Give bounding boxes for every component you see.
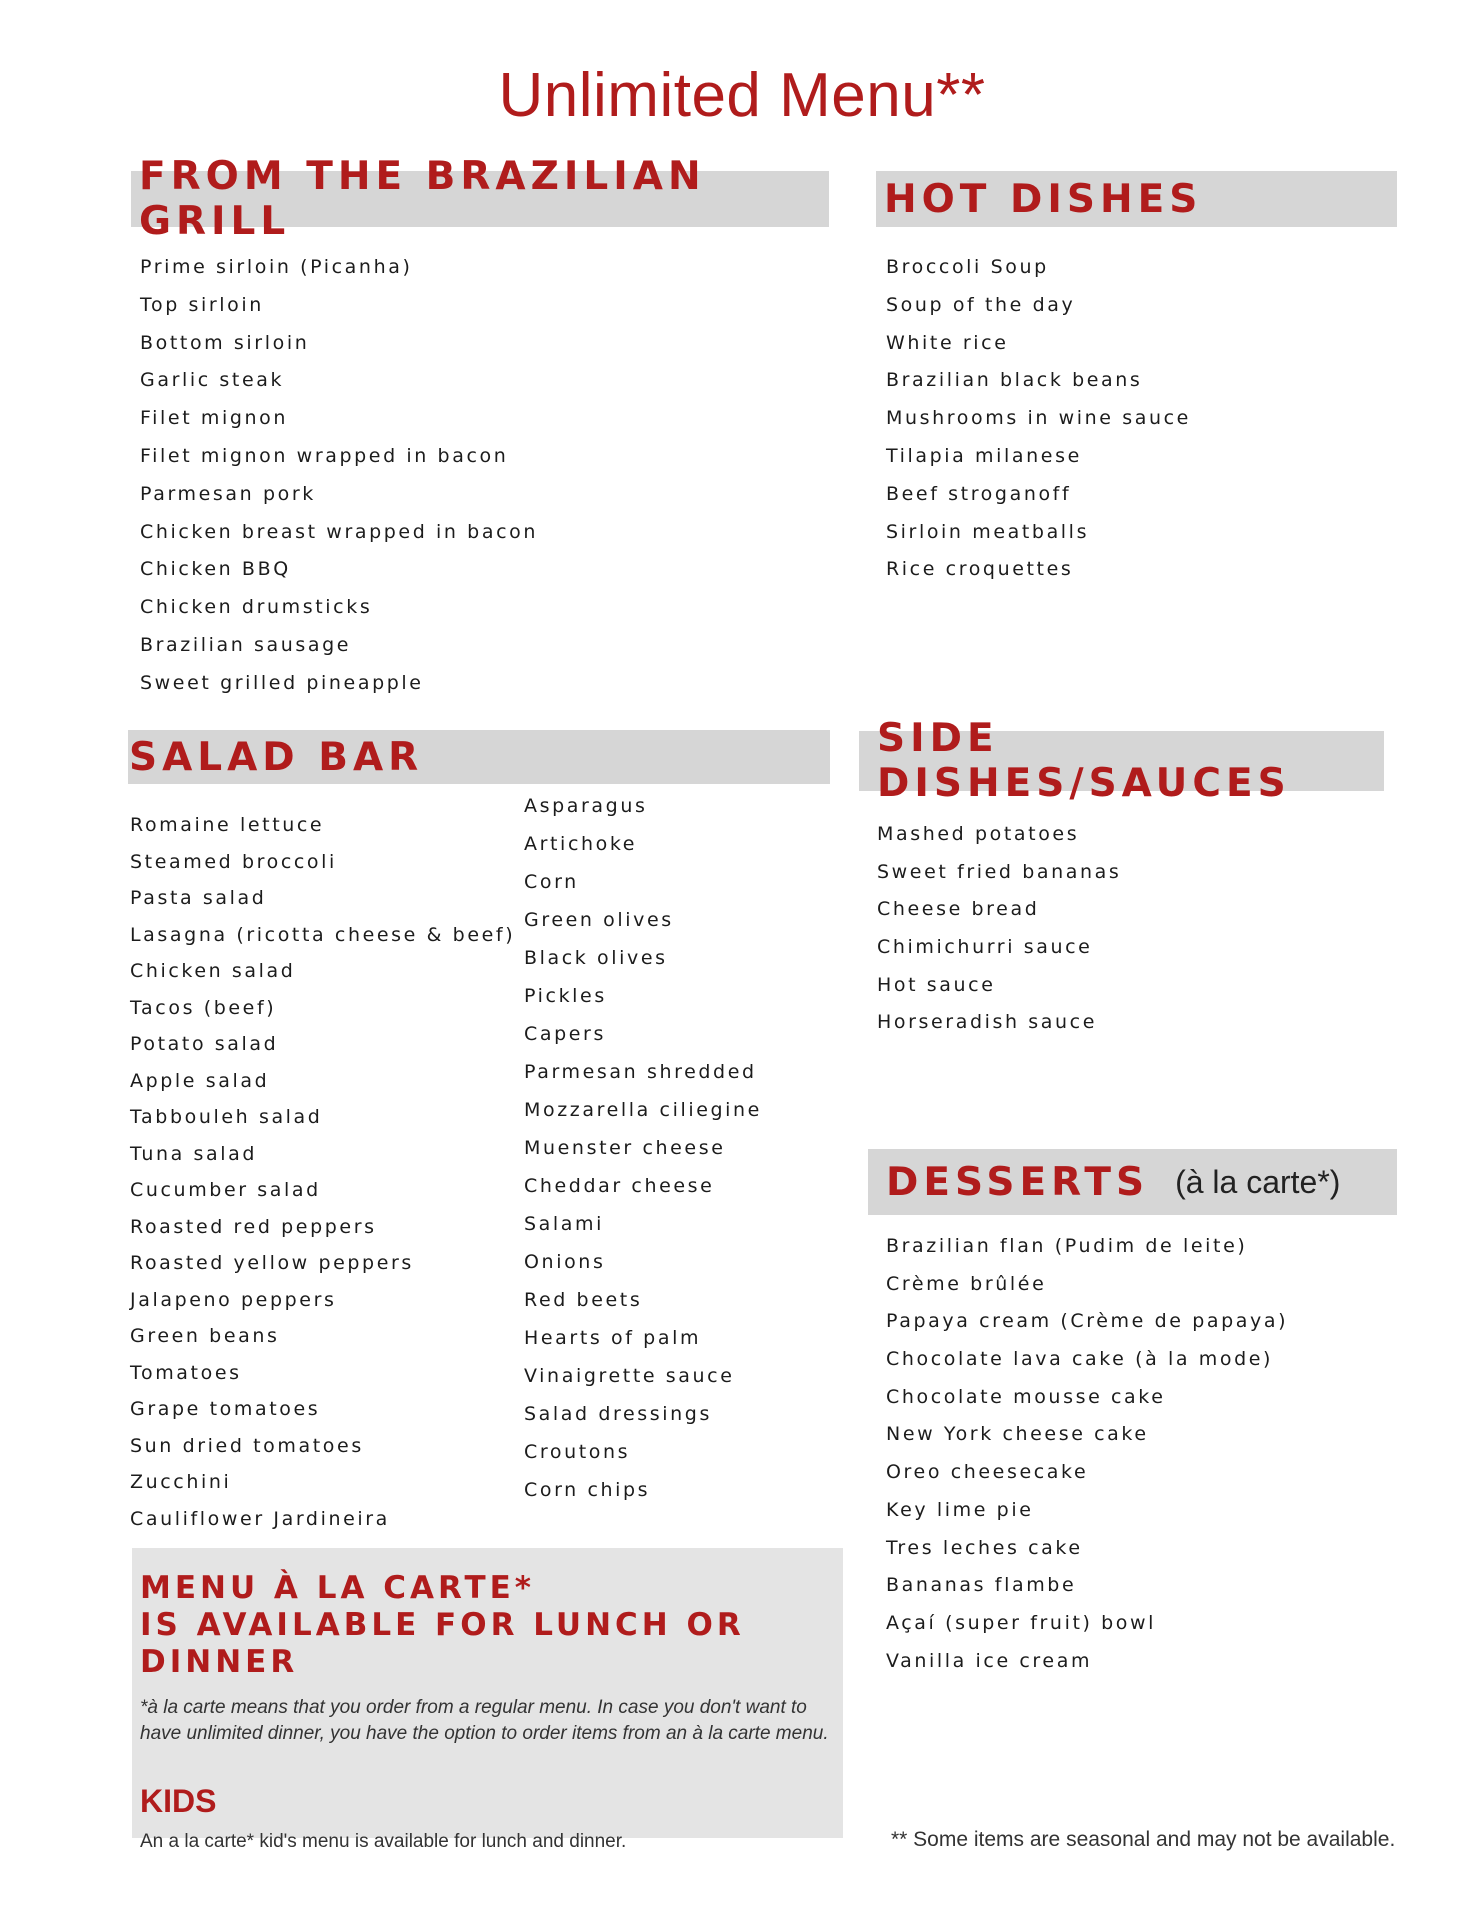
carte-heading [140,1570,835,1681]
menu-item: Grape tomatoes [130,1398,321,1420]
desserts-note: (à la carte*) [1175,1163,1341,1200]
menu-item: Chicken drumsticks [140,596,373,619]
menu-item: Red beets [524,1289,643,1311]
menu-item: Chocolate mousse cake [886,1385,1166,1408]
kids-text: An a la carte* kid's menu is available for lunch and dinner. [140,1831,627,1852]
menu-item: Capers [524,1023,606,1045]
menu-item: New York cheese cake [886,1423,1149,1446]
menu-item: Brazilian black beans [886,369,1143,392]
menu-item: Filet mignon [140,407,289,430]
menu-item: Sun dried tomatoes [130,1434,364,1457]
menu-item: Lasagna (ricotta cheese & beef) [130,923,516,946]
menu-item: Horseradish sauce [877,1011,1098,1034]
menu-item: Brazilian sausage [140,633,352,656]
menu-item: Crème brûlée [886,1272,1047,1295]
menu-item: Top sirloin [140,293,264,316]
carte-info-box [132,1548,843,1852]
menu-item: Tuna salad [130,1142,258,1165]
sides-list [877,816,1121,1042]
menu-item: Onions [524,1251,606,1273]
menu-item: Oreo cheesecake [886,1461,1089,1484]
menu-item: Tabbouleh salad [130,1106,323,1128]
menu-item: Apple salad [130,1069,270,1092]
menu-item: Parmesan pork [140,482,316,505]
menu-item: Mashed potatoes [877,823,1080,845]
hot-list [886,249,1191,589]
menu-item: Sweet grilled pineapple [140,671,424,694]
menu-item: Black olives [524,947,668,969]
desserts-heading: DESSERTS [886,1159,1150,1205]
menu-item: Açaí (super fruit) bowl [886,1611,1157,1634]
menu-item: Green beans [130,1325,280,1347]
menu-item: Artichoke [524,833,638,855]
menu-item: Prime sirloin (Picanha) [140,256,413,278]
menu-item: Papaya cream (Crème de papaya) [886,1310,1289,1333]
menu-item: Roasted red peppers [130,1215,377,1238]
menu-item: Green olives [524,909,674,931]
seasonal-footnote: ** Some items are seasonal and may not be available. [891,1828,1396,1851]
menu-item: Potato salad [130,1033,279,1055]
menu-item: Bottom sirloin [140,331,310,354]
menu-item: Garlic steak [140,369,285,392]
menu-item: Sirloin meatballs [886,520,1090,543]
salad-heading-band [128,730,830,784]
menu-item: Parmesan shredded [524,1061,757,1083]
desserts-list [886,1228,1288,1680]
menu-item: Bananas flambe [886,1574,1077,1597]
hot-heading: HOT DISHES [884,176,1203,222]
menu-item: Pickles [524,985,607,1007]
carte-description: *à la carte means that you order from a regular menu. In case you don't want to have unlimited dinner, you have the option to order items from an à la carte menu. [140,1697,829,1744]
menu-item: Vanilla ice cream [886,1649,1093,1672]
hot-heading-band [876,171,1397,227]
menu-item: Vinaigrette sauce [524,1365,735,1387]
menu-item: Tilapia milanese [886,444,1082,467]
menu-item: Hot sauce [877,973,996,996]
menu-item: Corn chips [524,1479,651,1501]
menu-item: Filet mignon wrapped in bacon [140,444,509,467]
menu-item: Cheddar cheese [524,1175,715,1197]
menu-item: Chicken salad [130,960,296,982]
menu-item: Rice croquettes [886,558,1074,581]
menu-item: Broccoli Soup [886,256,1049,278]
menu-item: Tacos (beef) [130,996,277,1019]
menu-item: Hearts of palm [524,1327,702,1349]
menu-item: Chimichurri sauce [877,936,1093,959]
menu-item: Tomatoes [130,1361,242,1384]
menu-item: Cucumber salad [130,1179,321,1201]
menu-item: Beef stroganoff [886,482,1072,505]
sides-heading: SIDE DISHES/SAUCES [877,716,1291,806]
menu-item: Zucchini [130,1471,232,1493]
carte-heading-line1: MENU À LA CARTE* [140,1570,536,1606]
menu-item: Soup of the day [886,293,1076,316]
menu-item: Jalapeno peppers [130,1288,337,1311]
menu-item: Steamed broccoli [130,850,337,873]
salad-heading: SALAD BAR [129,734,424,780]
menu-item: Salami [524,1213,605,1235]
menu-item: Key lime pie [886,1498,1034,1521]
menu-item: Muenster cheese [524,1137,726,1159]
grill-heading: FROM THE BRAZILIAN GRILL [139,154,706,244]
menu-item: Salad dressings [524,1403,712,1425]
carte-heading-line2: IS AVAILABLE FOR LUNCH OR DINNER [140,1607,745,1680]
menu-item: Corn [524,871,579,893]
menu-item: Sweet fried bananas [877,860,1122,883]
grill-list [140,249,538,703]
menu-item: Brazilian flan (Pudim de leite) [886,1235,1248,1257]
grill-heading-band [131,154,829,244]
menu-item: Mozzarella ciliegine [524,1099,762,1121]
menu-item: Pasta salad [130,887,267,909]
sides-heading-band [859,716,1384,806]
menu-item: Tres leches cake [886,1536,1083,1559]
menu-item: Croutons [524,1441,631,1463]
salad-list-col2 [524,787,762,1509]
menu-item: Romaine lettuce [130,814,325,836]
menu-item: Cauliflower Jardineira [130,1507,390,1530]
page-title: Unlimited Menu** [498,61,986,130]
kids-heading: KIDS [140,1783,217,1819]
menu-item: Mushrooms in wine sauce [886,407,1191,430]
menu-item: Chocolate lava cake (à la mode) [886,1348,1274,1371]
menu-item: Cheese bread [877,898,1040,921]
menu-item: White rice [886,331,1009,354]
menu-item: Roasted yellow peppers [130,1252,414,1274]
menu-item: Chicken breast wrapped in bacon [140,520,538,543]
desserts-heading-band [868,1149,1397,1215]
salad-list-col1 [130,807,515,1537]
menu-item: Asparagus [524,795,648,817]
menu-item: Chicken BBQ [140,558,291,581]
